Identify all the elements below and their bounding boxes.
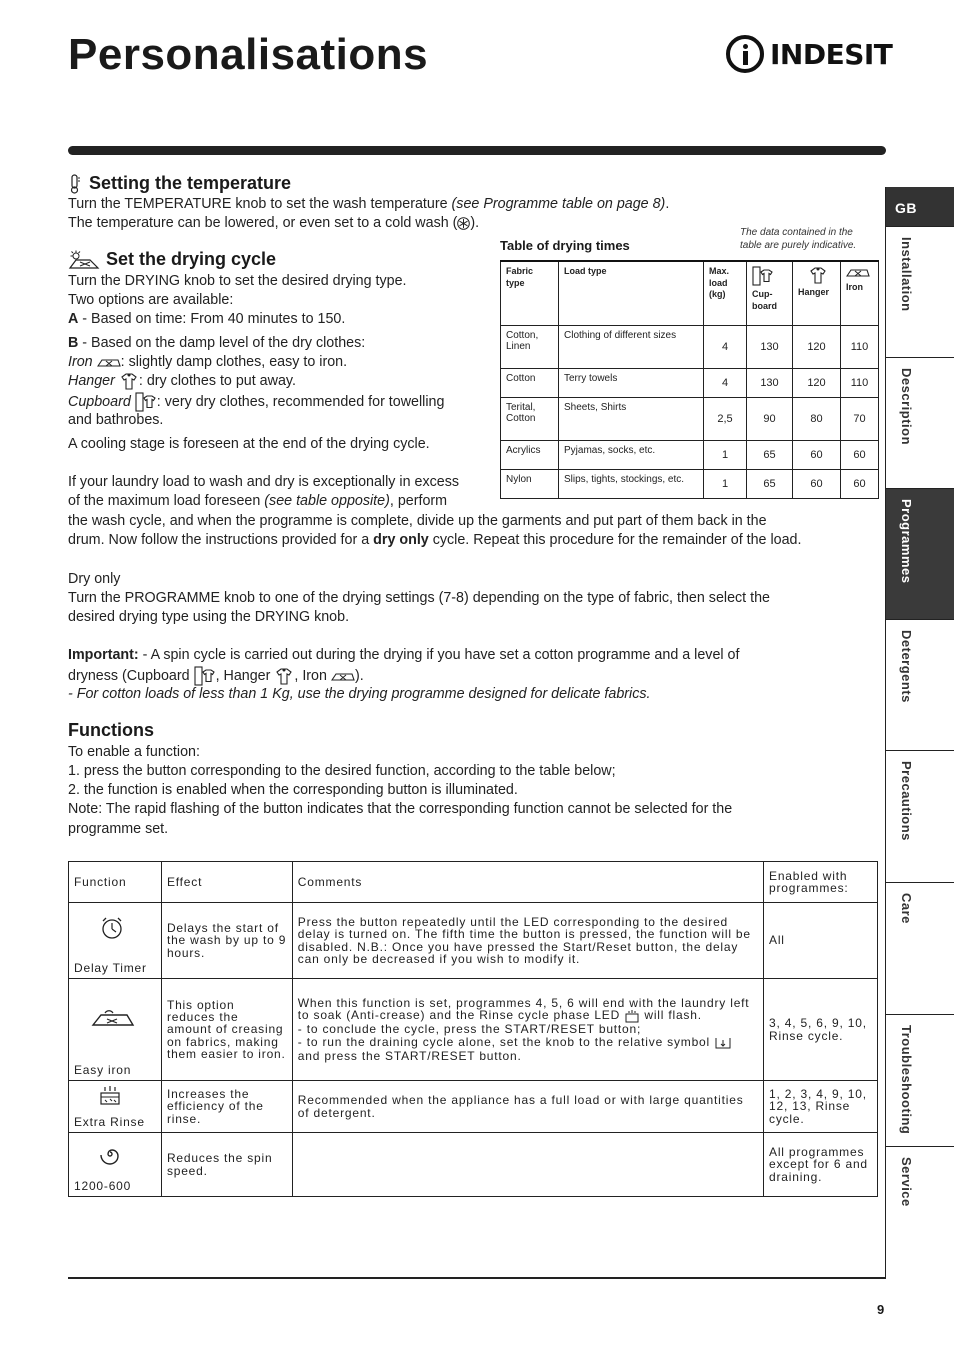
rinse-led-icon [624,1009,640,1023]
page-number: 9 [877,1302,885,1317]
header-function: Function [69,862,162,903]
header-effect: Effect [161,862,292,903]
brand-logo-icon [726,35,764,73]
tab-precautions[interactable]: Precautions [886,751,954,883]
table-row: Terital, Cotton Sheets, Shirts 2,5 90 80 70 [501,397,879,440]
page-title: Personalisations [68,30,429,79]
functions-line2: 1. press the button corresponding to the desired function, according to the table below; [68,763,616,779]
temperature-heading-text: Setting the temperature [89,173,292,193]
function-delay-timer: Delay Timer [74,960,147,975]
functions-heading: Functions [68,720,154,740]
table-row: Delay Timer Delays the start of the wash by up to 9 hours. Press the button repeatedly until the LED corresponding to the desired delay is turned on. The fifth time the button is pressed, the function will be disabled. N.B.: Once you have pressed the Start/Reset button, the delay can only be decreased if you wish to modify it. All [69,903,878,979]
drying-excess-line4: drum. Now follow the instructions provided for a dry only cycle. Repeat this procedure for the remainder of the load. [68,532,802,548]
tab-care[interactable]: Care [886,883,954,1015]
important-line3: - For cotton loads of less than 1 Kg, use the drying programme designed for delicate fabrics. [68,686,651,702]
extra-rinse-icon [99,1085,121,1105]
delay-timer-icon [99,915,125,941]
functions-line4: Note: The rapid flashing of the button indicates that the corresponding function cannot be selected for the [68,801,733,817]
function-easy-iron: Easy iron [74,1062,132,1077]
important-line1: Important: - A spin cycle is carried out during the drying if you have set a cotton programme and a level of [68,647,740,663]
functions-line3: 2. the function is enabled when the corresponding button is illuminated. [68,782,518,798]
drain-icon [714,1036,732,1050]
spin-icon [99,1143,121,1165]
table-row: Acrylics Pyjamas, socks, etc. 1 65 60 60 [501,440,879,469]
brand-logo [726,34,892,74]
dry-only-text1: Turn the PROGRAMME knob to one of the drying settings (7-8) depending on the type of fabric, then select the [68,590,770,606]
drying-excess-line3: the wash cycle, and when the programme is complete, divide up the garments and put part of them back in the [68,513,767,529]
header-fabric: Fabric type [506,266,534,288]
drying-heading-text: Set the drying cycle [106,249,277,269]
temperature-line2: The temperature can be lowered, or even set to a cold wash ( ). [68,215,480,231]
drying-option-b: B - Based on the damp level of the dry clothes: [68,335,366,351]
table-row: Nylon Slips, tights, stockings, etc. 1 65 60 60 [501,469,879,498]
hanger-icon [808,266,828,284]
drying-icon [68,250,100,270]
tab-detergents[interactable]: Detergents [886,620,954,751]
iron-icon [97,356,121,369]
drying-heading [68,249,276,270]
drying-times-table [500,260,879,499]
drying-table-title: Table of drying times [500,238,630,253]
tab-troubleshooting[interactable]: Troubleshooting [886,1015,954,1147]
section-tabs [885,187,954,1278]
header-iron: Iron [846,282,863,292]
dry-only-text2: desired drying type using the DRYING knob. [68,609,350,625]
function-spin-speed: 1200-600 [74,1178,132,1193]
cupboard-icon [752,266,774,286]
table-row: Cotton Terry towels 4 130 120 110 [501,368,879,397]
brand-logo-text: INDESIT [770,37,893,71]
header-comments: Comments [292,862,763,903]
temperature-heading [68,173,291,194]
table-row: Cotton, Linen Clothing of different sizes 4 130 120 110 [501,325,879,368]
tab-description[interactable]: Description [886,358,954,489]
drying-table-header [501,261,879,325]
iron-icon [846,266,870,279]
functions-line1: To enable a function: [68,744,200,760]
hanger-icon [274,667,294,685]
drying-cupboard-line: Cupboard : very dry clothes, recommended for towelling [68,392,444,412]
tab-installation[interactable]: Installation [886,227,954,358]
drying-hanger-line: Hanger : dry clothes to put away. [68,373,296,389]
drying-line1: Turn the DRYING knob to set the desired drying type. [68,273,407,289]
footer-rule [68,1277,886,1279]
iron-icon [331,670,355,683]
header-rule [68,146,886,155]
header-cupboard: Cup- board [752,289,778,311]
important-line2: dryness (Cupboard , Hanger , Iron ). [68,666,364,686]
snowflake-icon [457,217,470,230]
table-row: Easy iron This option reduces the amount of creasing on fabrics, making them easier to iron. When this function is set, programmes 4, 5, 6 will end with the laundry left to soak (Anti-crease) and the Rinse cycle phase LED will flash. - to conclude the cycle, press the START/RESET button; - to run the draining cycle alone, set the knob to the relative symbol and press the START/RESET button. 3, 4, 5, 6, 9, 10, Rinse cycle. [69,979,878,1081]
cupboard-icon [135,392,157,412]
drying-excess-line1: If your laundry load to wash and dry is exceptionally in excess [68,474,459,490]
drying-cooling: A cooling stage is foreseen at the end of the drying cycle. [68,436,430,452]
hanger-icon [119,372,139,390]
functions-table [68,861,878,1197]
thermometer-icon [68,174,82,194]
tab-programmes[interactable]: Programmes [886,489,954,620]
drying-excess-line2: of the maximum load foreseen (see table opposite), perform [68,493,448,509]
cupboard-icon [194,666,216,686]
easy-iron-icon [91,1009,135,1031]
drying-table-note: The data contained in the table are purely indicative. [740,227,857,251]
drying-cupboard-line2: and bathrobes. [68,412,164,428]
function-extra-rinse: Extra Rinse [74,1114,145,1129]
header-enabled: Enabled with programmes: [764,862,878,903]
drying-iron-line: Iron : slightly damp clothes, easy to iron. [68,354,348,370]
table-row: 1200-600 Reduces the spin speed. All programmes except for 6 and draining. [69,1133,878,1197]
functions-table-header [69,862,878,903]
drying-option-a: A - Based on time: From 40 minutes to 150. [68,311,346,327]
header-max-load: Max. load (kg) [709,266,730,299]
temperature-line1: Turn the TEMPERATURE knob to set the wash temperature (see Programme table on page 8). [68,196,670,212]
header-load: Load type [564,266,607,276]
functions-line5: programme set. [68,821,169,837]
dry-only-heading: Dry only [68,571,121,587]
tab-service[interactable]: Service [899,1157,914,1207]
tab-gb[interactable]: GB [886,187,954,227]
table-row: Extra Rinse Increases the efficiency of the rinse. Recommended when the appliance has a full load or with large quantities of detergent. 1, 2, 3, 4, 9, 10, 12, 13, Rinse cycle. [69,1081,878,1133]
header-hanger: Hanger [798,287,830,297]
drying-line2: Two options are available: [68,292,234,308]
